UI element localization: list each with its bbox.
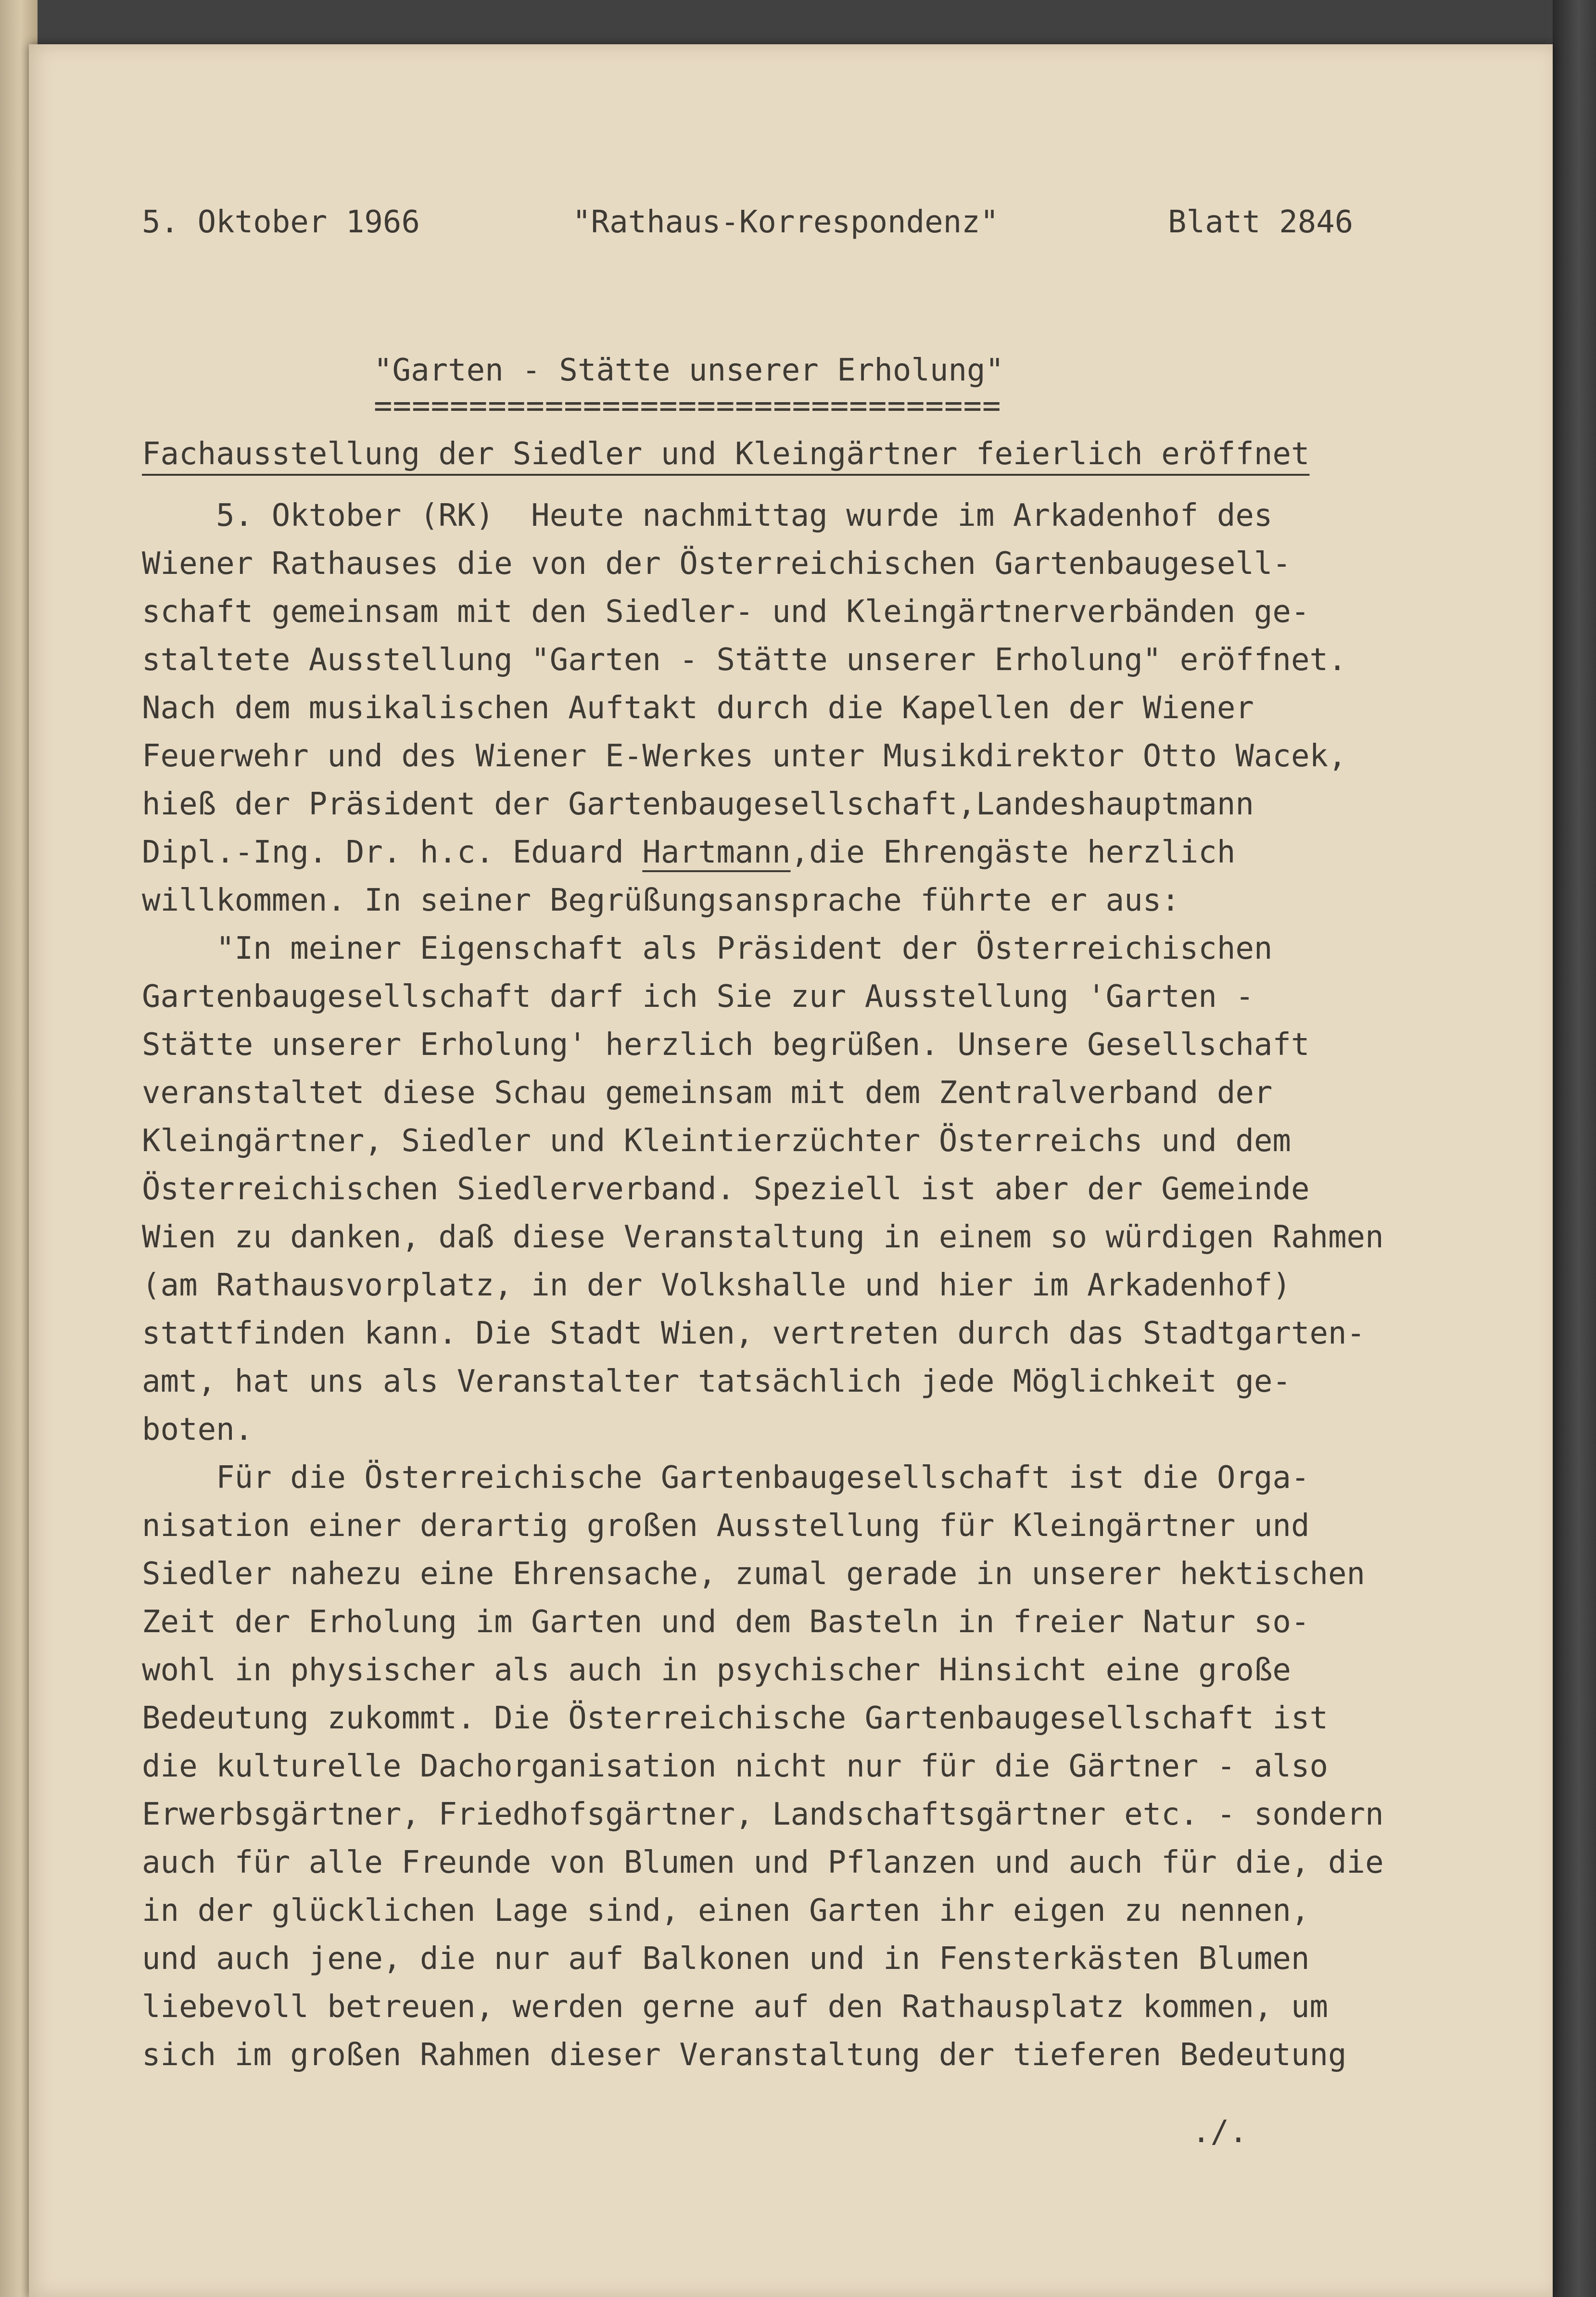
body-line: stattfinden kann. Die Stadt Wien, vertreten durch das Stadtgarten- (142, 1316, 1366, 1351)
body-line: in der glücklichen Lage sind, einen Garten ihr eigen zu nennen, (142, 1893, 1310, 1929)
body-line: liebevoll betreuen, werden gerne auf den Rathausplatz kommen, um (142, 1989, 1328, 2025)
title-double-underline: ================================= (374, 388, 1001, 424)
body-line: Stätte unserer Erholung' herzlich begrüßen. Unsere Gesellschaft (142, 1027, 1310, 1063)
underlined-name: Hartmann (642, 835, 791, 870)
body-line: Kleingärtner, Siedler und Kleintierzüchter Österreichs und dem (142, 1123, 1291, 1159)
body-line: (am Rathausvorplatz, in der Volkshalle und hier im Arkadenhof) (142, 1268, 1291, 1303)
body-line: Dipl.-Ing. Dr. h.c. Eduard Hartmann,die Ehrengäste herzlich (142, 835, 1236, 870)
body-line: schaft gemeinsam mit den Siedler- und Kleingärtnerverbänden ge- (142, 594, 1310, 630)
body-line: die kulturelle Dachorganisation nicht nur für die Gärtner - also (142, 1749, 1328, 1784)
article-body (142, 492, 1489, 2079)
article-title: "Garten - Stätte unserer Erholung" (374, 353, 1004, 388)
body-line: Bedeutung zukommt. Die Österreichische Gartenbaugesellschaft ist (142, 1701, 1328, 1736)
body-line: Feuerwehr und des Wiener E-Werkes unter Musikdirektor Otto Wacek, (142, 738, 1347, 774)
body-line: veranstaltet diese Schau gemeinsam mit dem Zentralverband der (142, 1075, 1273, 1111)
header-sheet-number: Blatt 2846 (1168, 204, 1354, 240)
body-line: hieß der Präsident der Gartenbaugesellschaft,Landeshauptmann (142, 787, 1254, 822)
article-subtitle: Fachausstellung der Siedler und Kleingärtner feierlich eröffnet (142, 436, 1310, 472)
body-line: wohl in physischer als auch in psychischer Hinsicht eine große (142, 1652, 1291, 1688)
continuation-mark: ./. (1192, 2114, 1248, 2150)
body-line: "In meiner Eigenschaft als Präsident der Österreichischen (142, 931, 1273, 966)
body-line: Österreichischen Siedlerverband. Speziell ist aber der Gemeinde (142, 1171, 1310, 1207)
body-line: Wien zu danken, daß diese Veranstaltung in einem so würdigen Rahmen (142, 1219, 1384, 1255)
body-line: Siedler nahezu eine Ehrensache, zumal gerade in unserer hektischen (142, 1556, 1366, 1592)
scan-background-edge (1553, 0, 1596, 2297)
body-line: nisation einer derartig großen Ausstellung für Kleingärtner und (142, 1508, 1310, 1544)
body-line: boten. (142, 1412, 253, 1447)
body-line: Zeit der Erholung im Garten und dem Basteln in freier Natur so- (142, 1604, 1310, 1640)
body-line: willkommen. In seiner Begrüßungsansprache führte er aus: (142, 883, 1180, 918)
header-date: 5. Oktober 1966 (142, 204, 420, 240)
body-line: staltete Ausstellung "Garten - Stätte unserer Erholung" eröffnet. (142, 642, 1347, 678)
body-line: Für die Österreichische Gartenbaugesellschaft ist die Orga- (142, 1460, 1310, 1496)
body-line: amt, hat uns als Veranstalter tatsächlich jede Möglichkeit ge- (142, 1364, 1291, 1399)
body-line: Gartenbaugesellschaft darf ich Sie zur Ausstellung 'Garten - (142, 979, 1254, 1015)
body-line: sich im großen Rahmen dieser Veranstaltung der tieferen Bedeutung (142, 2037, 1347, 2073)
body-line: Wiener Rathauses die von der Österreichischen Gartenbaugesell- (142, 546, 1291, 582)
document-page (29, 44, 1553, 2297)
body-line: auch für alle Freunde von Blumen und Pflanzen und auch für die, die (142, 1845, 1384, 1880)
body-line: Nach dem musikalischen Auftakt durch die Kapellen der Wiener (142, 690, 1254, 726)
body-line: 5. Oktober (RK) Heute nachmittag wurde im Arkadenhof des (142, 498, 1273, 533)
body-line: Erwerbsgärtner, Friedhofsgärtner, Landschaftsgärtner etc. - sondern (142, 1797, 1384, 1832)
header-source: "Rathaus-Korrespondenz" (572, 204, 999, 240)
body-line: und auch jene, die nur auf Balkonen und in Fensterkästen Blumen (142, 1941, 1310, 1977)
